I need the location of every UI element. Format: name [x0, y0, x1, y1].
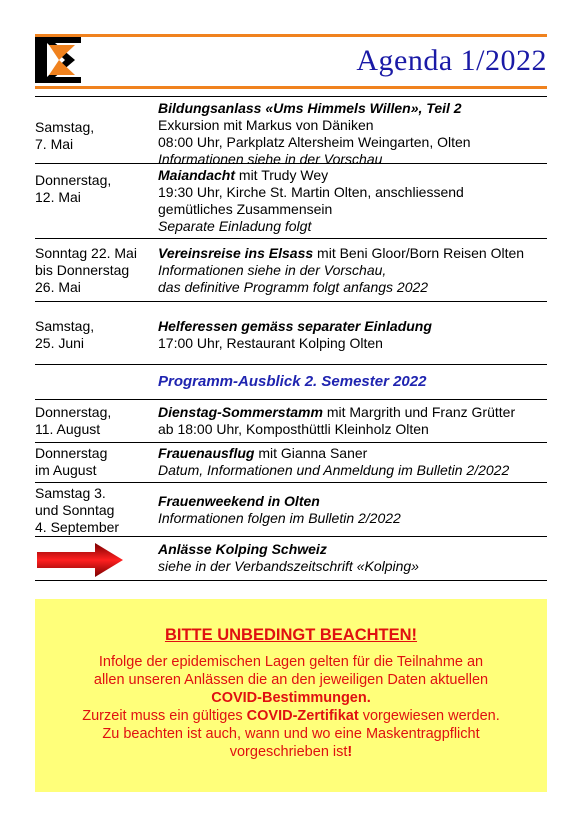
page-title: Agenda 1/2022	[356, 44, 547, 77]
event-description	[158, 400, 547, 438]
header-rule-top	[35, 34, 547, 37]
event-note: Datum, Informationen und Anmeldung im Bulletin 2/2022	[158, 462, 510, 478]
event-line: gemütliches Zusammensein	[158, 201, 333, 217]
event-note: Informationen folgen im Bulletin 2/2022	[158, 510, 401, 526]
notice-emphasis: !	[347, 744, 353, 760]
event-title: Frauenausflug	[158, 445, 255, 461]
event-title: Vereinsreise ins Elsass	[158, 245, 314, 261]
event-description	[158, 302, 547, 352]
agenda-table	[35, 96, 547, 581]
notice-emphasis: COVID-Zertifikat	[246, 708, 359, 724]
section-heading: Programm-Ausblick 2. Semester 2022	[158, 373, 427, 390]
notice-line: Infolge der epidemischen Lagen gelten für die Teilnahme an	[98, 654, 484, 670]
table-row	[35, 302, 547, 365]
table-row	[35, 164, 547, 239]
event-description	[158, 443, 547, 479]
event-title-suffix: mit Beni Gloor/Born Reisen Olten	[313, 245, 525, 261]
header-rule-bottom	[35, 86, 547, 89]
table-row	[35, 483, 547, 537]
red-arrow-right-icon	[37, 543, 123, 577]
table-row	[35, 400, 547, 443]
table-row	[35, 443, 547, 483]
event-title: Anlässe Kolping Schweiz	[158, 541, 327, 557]
event-line: 19:30 Uhr, Kirche St. Martin Olten, anschliessend	[158, 184, 464, 200]
table-row	[35, 537, 547, 581]
event-date: Donnerstag im August	[35, 445, 108, 478]
notice-line: allen unseren Anlässen die an den jeweiligen Daten aktuellen	[93, 672, 489, 688]
event-title: Maiandacht	[158, 167, 236, 183]
notice-heading: BITTE UNBEDINGT BEACHTEN!	[164, 626, 418, 644]
event-note: das definitive Programm folgt anfangs 2022	[158, 279, 429, 295]
event-title-suffix: mit Margrith und Franz Grütter	[322, 404, 516, 420]
event-description	[158, 483, 547, 527]
notice-line: vorgeschrieben ist	[229, 744, 348, 760]
event-date: Donnerstag, 12. Mai	[35, 172, 112, 205]
notice-line: Zurzeit muss ein gültiges	[82, 708, 247, 724]
event-title-suffix: mit Trudy Wey	[235, 167, 329, 183]
event-date: Samstag, 25. Juni	[35, 318, 95, 351]
event-note: Informationen siehe in der Vorschau,	[158, 262, 387, 278]
event-title-suffix: mit Gianna Saner	[254, 445, 368, 461]
event-title: Dienstag-Sommerstamm	[158, 404, 323, 420]
event-description	[158, 537, 547, 575]
event-date: Samstag 3. und Sonntag 4. September	[35, 485, 120, 535]
event-date: Sonntag 22. Mai bis Donnerstag 26. Mai	[35, 245, 137, 295]
event-date: Donnerstag, 11. August	[35, 404, 112, 437]
event-line: 08:00 Uhr, Parkplatz Altersheim Weingarten, Olten	[158, 134, 471, 150]
notice-line: Zu beachten ist auch, wann und wo eine Maskentragpflicht	[102, 726, 480, 742]
event-title: Bildungsanlass «Ums Himmels Willen», Teil 2	[158, 100, 462, 116]
event-date: Samstag, 7. Mai	[35, 119, 95, 152]
event-description	[158, 239, 547, 296]
event-title: Helferessen gemäss separater Einladung	[158, 318, 432, 334]
event-title: Frauenweekend in Olten	[158, 493, 320, 509]
table-row	[35, 96, 547, 167]
covid-notice-box	[35, 599, 547, 792]
event-description	[158, 164, 547, 235]
event-note: siehe in der Verbandszeitschrift «Kolping»	[158, 558, 419, 574]
notice-line: vorgewiesen werden.	[358, 708, 500, 724]
table-row	[35, 239, 547, 302]
event-line: Exkursion mit Markus von Däniken	[158, 117, 374, 133]
event-note: Separate Einladung folgt	[158, 218, 312, 234]
event-note: Informationen siehe in der Vorschau	[158, 151, 383, 167]
event-line: ab 18:00 Uhr, Komposthüttli Kleinholz Olten	[158, 421, 429, 437]
notice-emphasis: COVID-Bestimmungen.	[211, 690, 371, 706]
section-heading-row	[35, 365, 547, 400]
event-description	[158, 97, 547, 168]
event-line: 17:00 Uhr, Restaurant Kolping Olten	[158, 335, 383, 351]
kolping-k-logo	[35, 37, 81, 83]
